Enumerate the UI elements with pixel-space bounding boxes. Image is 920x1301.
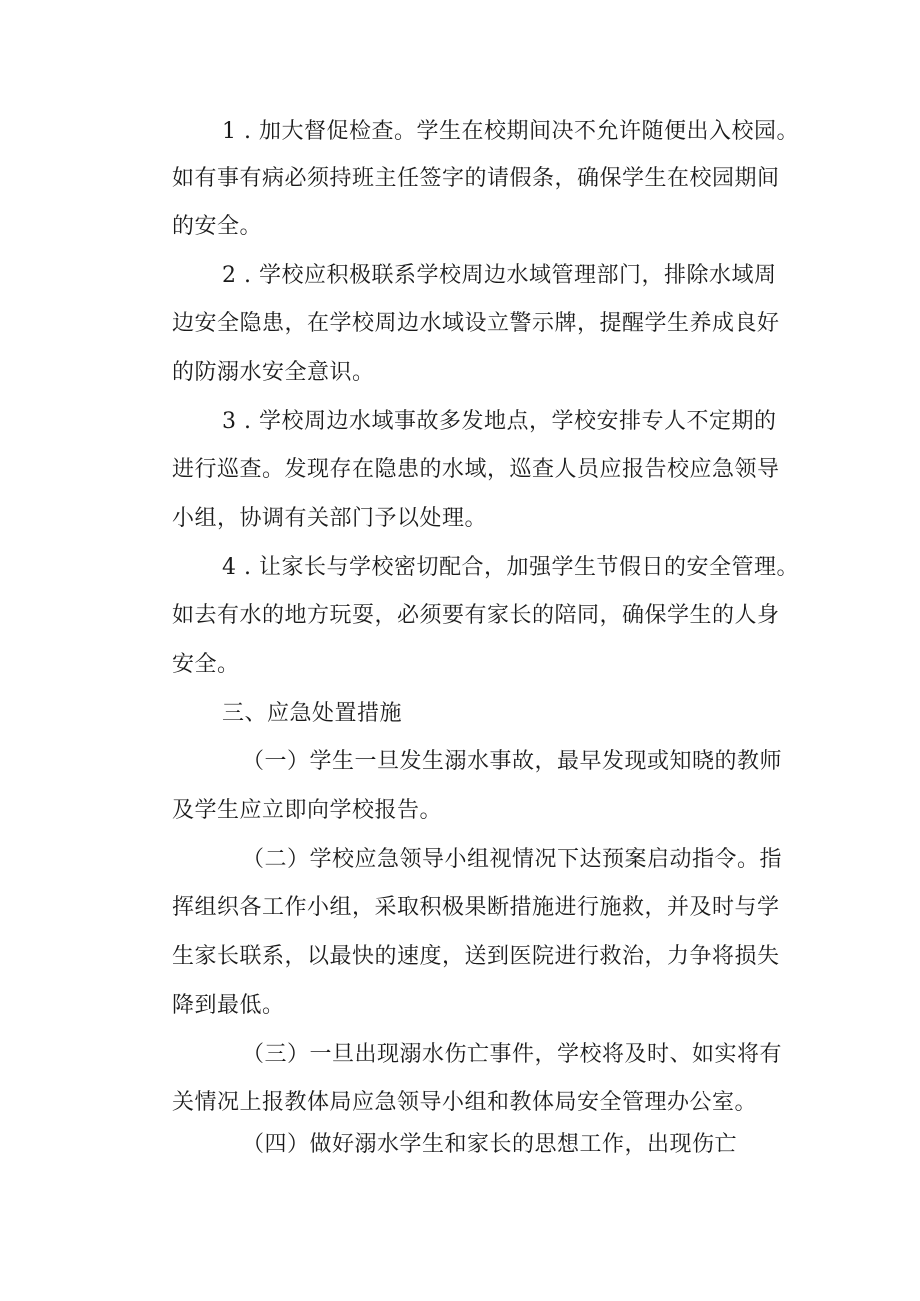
text-line: 关情况上报教体局应急领导小组和教体局安全管理办公室。	[172, 1090, 758, 1115]
text-line: （三）一旦出现溺水伤亡事件，学校将及时、如实将有	[242, 1042, 783, 1067]
text-line: 挥组织各工作小组，采取积极果断措施进行施救，并及时与学	[172, 895, 780, 920]
text-line: 2 . 学校应积极联系学校周边水域管理部门，排除水域周	[222, 263, 777, 288]
section-heading: 三、应急处置措施	[222, 701, 403, 726]
text-line: 小组，协调有关部门予以处理。	[172, 506, 488, 531]
text-line: 如去有水的地方玩耍，必须要有家长的陪同，确保学生的人身	[172, 603, 780, 628]
text-line: 3 . 学校周边水域事故多发地点，学校安排专人不定期的	[222, 409, 777, 434]
text-line: 如有事有病必须持班主任签字的请假条，确保学生在校园期间	[172, 166, 780, 191]
text-line: 进行巡查。发现存在隐患的水域，巡查人员应报告校应急领导	[172, 457, 780, 482]
text-line: （二）学校应急领导小组视情况下达预案启动指令。指	[242, 847, 783, 872]
text-line: 的安全。	[172, 214, 263, 239]
text-line: 边安全隐患，在学校周边水域设立警示牌，提醒学生养成良好	[172, 311, 780, 336]
text-line: 降到最低。	[172, 993, 285, 1018]
text-line: （四）做好溺水学生和家长的思想工作，出现伤亡	[242, 1132, 738, 1157]
text-line: 的防溺水安全意识。	[172, 360, 375, 385]
text-line: 4 . 让家长与学校密切配合，加强学生节假日的安全管理。	[222, 555, 799, 580]
text-line: 生家长联系，以最快的速度，送到医院进行救治，力争将损失	[172, 944, 780, 969]
text-line: 及学生应立即向学校报告。	[172, 798, 443, 823]
text-line: （一）学生一旦发生溺水事故，最早发现或知晓的教师	[242, 749, 783, 774]
text-line: 安全。	[172, 652, 240, 677]
text-line: 1 . 加大督促检查。学生在校期间决不允许随便出入校园。	[222, 119, 799, 144]
